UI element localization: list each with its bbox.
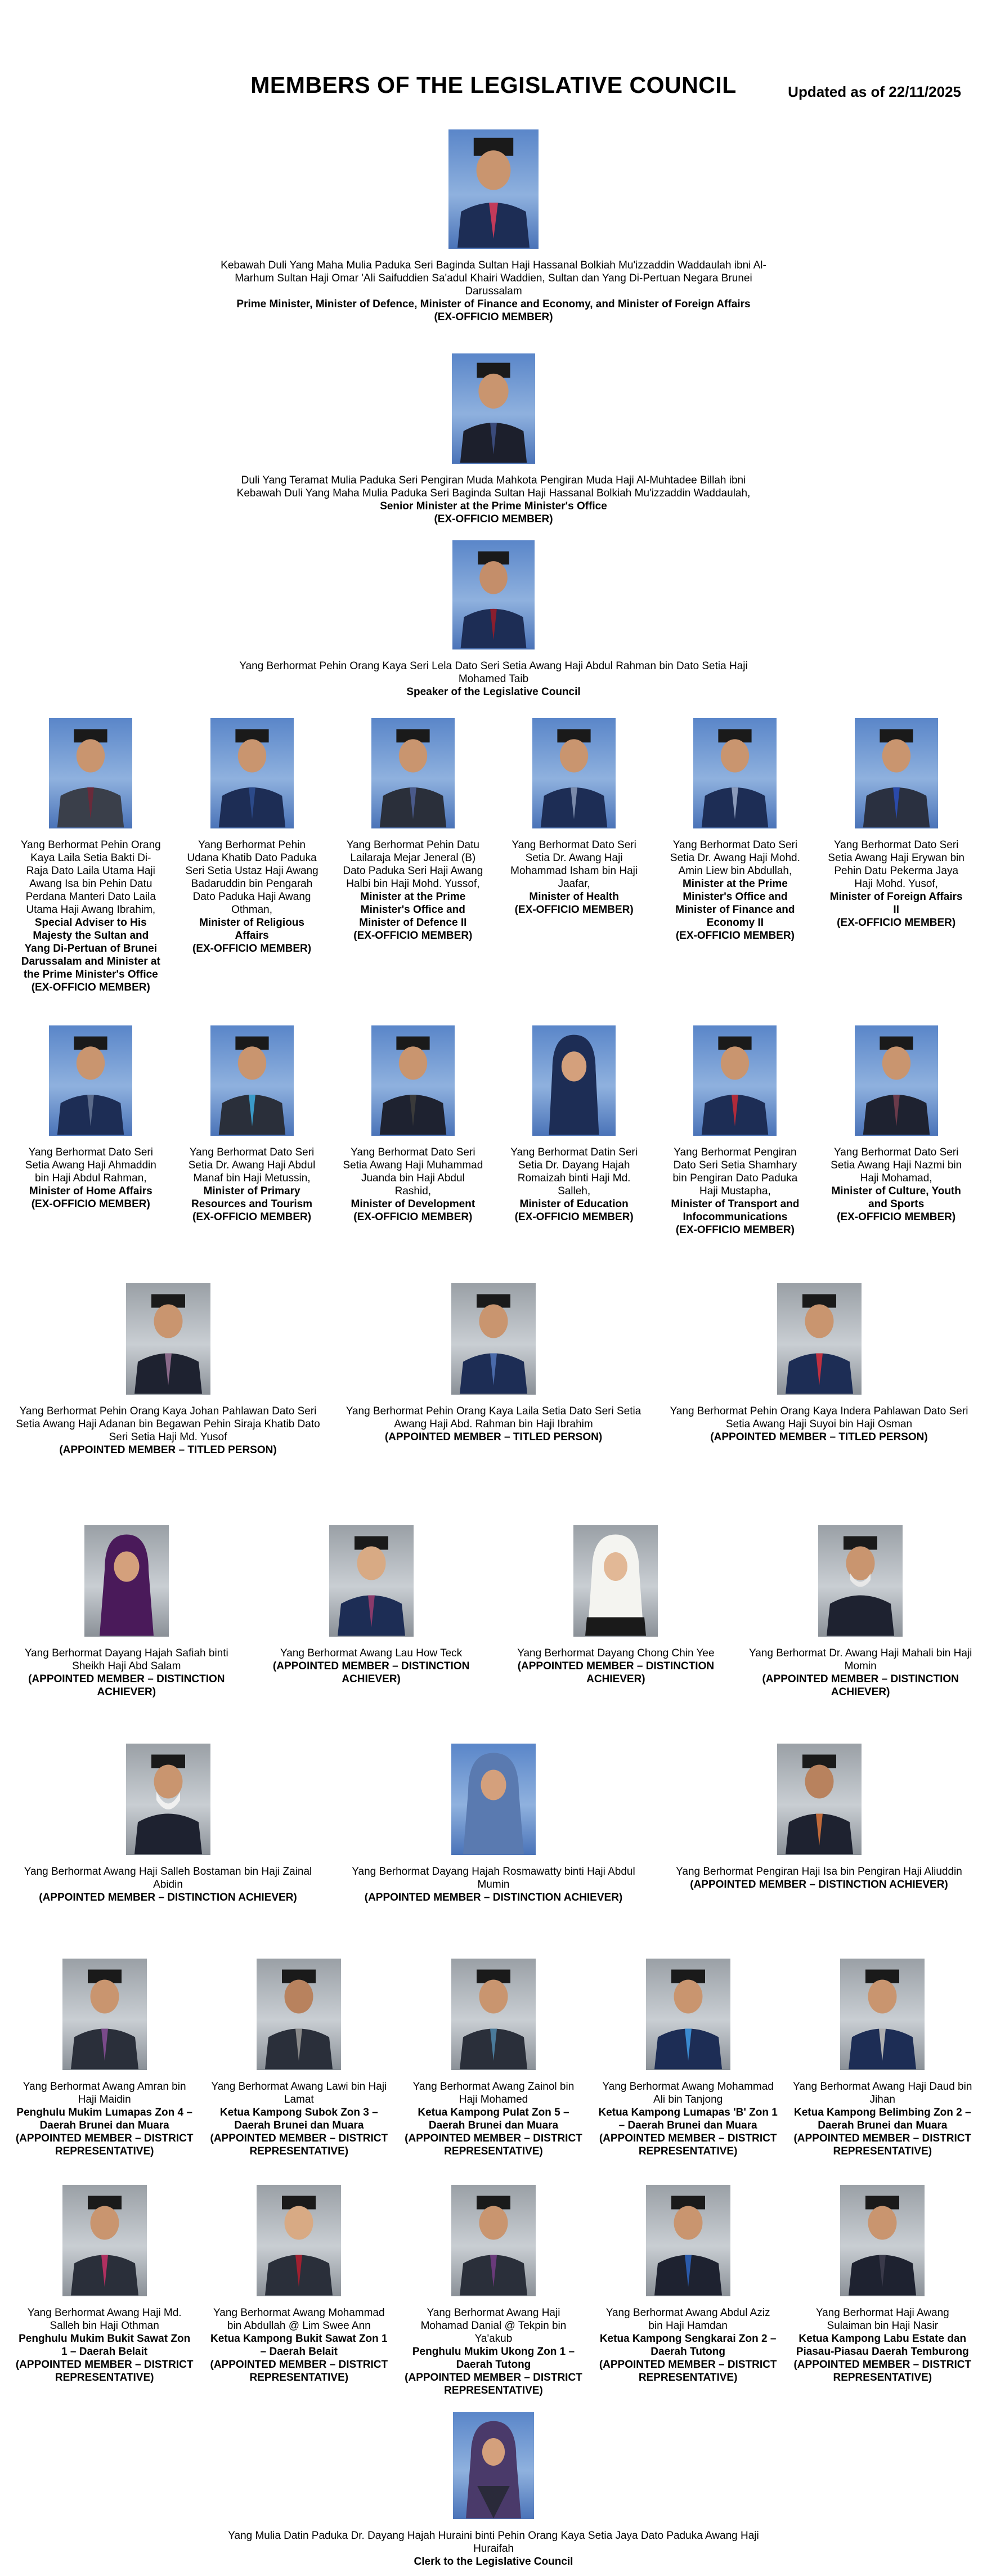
member-name: Yang Berhormat Dato Seri Setia Awang Haji Muhammad Juanda bin Haji Abdul Rashid, (343, 1146, 483, 1197)
member-card (497, 1525, 734, 1686)
member-name: Yang Berhormat Pehin Orang Kaya Indera Pahlawan Dato Seri Setia Awang Haji Suyoi bin Haji Osman (670, 1405, 968, 1430)
member-role: Special Adviser to His Majesty the Sultan and Yang Di-Pertuan of Brunei Darussalam and Minister at the Prime Minister's Office (21, 917, 160, 980)
member-photo (777, 1283, 862, 1395)
member-status: (EX-OFFICIO MEMBER) (31, 1198, 150, 1210)
member-status: (EX-OFFICIO MEMBER) (353, 930, 473, 942)
member-status: (EX-OFFICIO MEMBER) (192, 943, 312, 955)
district-row-1 (0, 1959, 987, 2158)
member-photo (371, 718, 455, 828)
member-name: Yang Berhormat Dato Seri Setia Awang Haji Nazmi bin Haji Mohamad, (831, 1146, 962, 1184)
member-photo (777, 1744, 862, 1855)
member-photo (818, 1525, 903, 1637)
member-name: Yang Berhormat Pehin Orang Kaya Seri Lela Dato Seri Setia Awang Haji Abdul Rahman bin Dato Setia Haji Mohamed Taib (239, 660, 748, 685)
member-name: Yang Berhormat Awang Haji Md. Salleh bin Haji Othman (27, 2307, 182, 2332)
member-photo (49, 718, 132, 828)
member-status: (APPOINTED MEMBER – DISTINCTION ACHIEVER) (517, 1660, 715, 1685)
member-role: Prime Minister, Minister of Defence, Minister of Finance and Economy, and Minister of Foreign Affairs (236, 298, 751, 310)
member-name: Yang Berhormat Awang Zainol bin Haji Mohamed (412, 2081, 575, 2105)
member-role: Minister of Primary Resources and Tourism (191, 1185, 313, 1210)
member-name: Yang Berhormat Awang Amran bin Haji Maidin (23, 2081, 186, 2105)
member-role: Clerk to the Legislative Council (414, 2556, 573, 2568)
member-photo (62, 1959, 147, 2070)
member-photo (451, 1283, 536, 1395)
member-name: Yang Berhormat Dayang Hajah Safiah binti Sheikh Haji Abd Salam (24, 1647, 228, 1672)
member-card (20, 718, 161, 994)
member-photo (210, 1025, 294, 1136)
member-card (403, 2185, 584, 2397)
member-name: Duli Yang Teramat Mulia Paduka Seri Pengiran Muda Mahkota Pengiran Muda Haji Al-Muhtadee Billah ibni Kebawah Duli Yang Maha Mulia Paduka Seri Baginda Sultan Haji Hassanal Bolkiah Mu'izzaddin Waddaulah, (236, 474, 751, 499)
member-photo (532, 718, 616, 828)
member-status: (APPOINTED MEMBER – DISTRICT REPRESENTATIVE) (210, 2359, 388, 2384)
member-role: Minister of Religious Affairs (199, 917, 304, 942)
member-photo (84, 1525, 169, 1637)
member-name: Yang Berhormat Awang Haji Mohamad Danial @ Tekpin bin Ya'akub (420, 2307, 567, 2345)
member-name: Yang Berhormat Awang Haji Salleh Bostaman bin Haji Zainal Abidin (24, 1866, 312, 1890)
member-card (504, 718, 644, 916)
member-card (0, 2412, 987, 2568)
member-card (336, 1744, 651, 1904)
member-status: (APPOINTED MEMBER – DISTINCTION ACHIEVER) (364, 1892, 623, 1903)
member-name: Yang Berhormat Pengiran Haji Isa bin Pengiran Haji Aliuddin (676, 1866, 962, 1878)
member-status: (EX-OFFICIO MEMBER) (31, 982, 150, 993)
member-role: Ketua Kampong Lumapas 'B' Zon 1 – Daerah Brunei dan Muara (598, 2107, 778, 2131)
member-status: (APPOINTED MEMBER – DISTINCTION ACHIEVER) (39, 1892, 297, 1903)
member-card (209, 2185, 389, 2384)
member-status: (EX-OFFICIO MEMBER) (514, 904, 634, 916)
member-status: (APPOINTED MEMBER – DISTINCTION ACHIEVER) (28, 1673, 225, 1698)
member-name: Yang Berhormat Pehin Udana Khatib Dato Paduka Seri Setia Ustaz Haji Awang Badaruddin bin Pengarah Dato Paduka Haji Awang Othman, (185, 839, 318, 916)
member-status: (APPOINTED MEMBER – TITLED PERSON) (710, 1431, 928, 1443)
member-photo (573, 1525, 658, 1637)
member-status: (APPOINTED MEMBER – DISTINCTION ACHIEVER) (690, 1879, 948, 1890)
member-status: (EX-OFFICIO MEMBER) (837, 917, 956, 929)
member-photo (840, 2185, 925, 2296)
member-status: (EX-OFFICIO MEMBER) (675, 930, 795, 942)
member-status: (APPOINTED MEMBER – DISTRICT REPRESENTATIVE) (599, 2133, 777, 2157)
member-role: Ketua Kampong Subok Zon 3 – Daerah Brunei dan Muara (219, 2107, 378, 2131)
member-name: Yang Berhormat Haji Awang Sulaiman bin Haji Nasir (815, 2307, 949, 2332)
member-name: Yang Berhormat Awang Haji Daud bin Jihan (793, 2081, 972, 2105)
member-role: Minister of Foreign Affairs II (829, 891, 963, 916)
member-role: Minister of Culture, Youth and Sports (831, 1185, 961, 1210)
member-status: (APPOINTED MEMBER – DISTINCTION ACHIEVER) (762, 1673, 959, 1698)
member-role: Senior Minister at the Prime Minister's Office (380, 500, 607, 512)
member-photo (126, 1283, 210, 1395)
member-card (826, 718, 967, 929)
member-role: Ketua Kampong Pulat Zon 5 – Daerah Brunei dan Muara (418, 2107, 569, 2131)
member-photo (693, 718, 777, 828)
member-name: Yang Berhormat Awang Mohammad Ali bin Tanjong (602, 2081, 774, 2105)
member-photo (453, 2412, 534, 2519)
member-role: Ketua Kampong Labu Estate dan Piasau-Piasau Daerah Temburong (796, 2333, 969, 2358)
member-name: Yang Berhormat Awang Abdul Aziz bin Haji Hamdan (605, 2307, 770, 2332)
member-name: Yang Berhormat Datin Seri Setia Dr. Dayang Hajah Romaizah binti Haji Md. Salleh, (510, 1146, 638, 1197)
member-photo (451, 1744, 536, 1855)
member-photo (448, 129, 539, 249)
member-photo (371, 1025, 455, 1136)
member-status: (EX-OFFICIO MEMBER) (434, 311, 553, 323)
member-card (20, 1025, 161, 1211)
member-name: Yang Berhormat Dayang Chong Chin Yee (517, 1647, 715, 1659)
member-role: Penghulu Mukim Bukit Sawat Zon 1 – Daerah Belait (19, 2333, 191, 2358)
member-status: (APPOINTED MEMBER – DISTRICT REPRESENTATIVE) (405, 2133, 582, 2157)
member-role: Ketua Kampong Bukit Sawat Zon 1 – Daerah Belait (210, 2333, 388, 2358)
member-photo (257, 2185, 341, 2296)
member-role: Minister of Transport and Infocommunications (671, 1198, 800, 1223)
member-name: Yang Berhormat Dato Seri Setia Awang Haji Erywan bin Pehin Datu Pekerma Jaya Haji Mohd. Yusof, (828, 839, 964, 890)
member-photo (693, 1025, 777, 1136)
member-card (792, 1959, 972, 2158)
member-photo (452, 353, 535, 464)
member-card (662, 1744, 977, 1891)
member-photo (646, 2185, 730, 2296)
member-name: Yang Berhormat Pehin Datu Lailaraja Mejar Jeneral (B) Dato Paduka Seri Haji Awang Halbi bin Haji Mohd. Yussof, (343, 839, 483, 890)
member-photo (257, 1959, 341, 2070)
member-photo (451, 1959, 536, 2070)
member-card (15, 2185, 195, 2384)
distinction-row-1 (0, 1525, 987, 1699)
member-name: Yang Berhormat Dato Seri Setia Awang Haji Ahmaddin bin Haji Abdul Rahman, (25, 1146, 156, 1184)
member-status: (APPOINTED MEMBER – DISTINCTION ACHIEVER) (272, 1660, 470, 1685)
ex-officio-row-1 (0, 718, 987, 994)
member-photo (855, 718, 938, 828)
member-name: Yang Berhormat Dayang Hajah Rosmawatty binti Haji Abdul Mumin (352, 1866, 635, 1890)
member-status: (EX-OFFICIO MEMBER) (353, 1211, 473, 1223)
page-title: MEMBERS OF THE LEGISLATIVE COUNCIL (250, 72, 737, 98)
member-role: Penghulu Mukim Ukong Zon 1 – Daerah Tutong (412, 2346, 575, 2371)
member-role: Minister at the Prime Minister's Office and Minister of Finance and Economy II (675, 878, 795, 929)
member-status: (APPOINTED MEMBER – TITLED PERSON) (59, 1444, 277, 1456)
member-role: Ketua Kampong Sengkarai Zon 2 – Daerah Tutong (599, 2333, 777, 2358)
member-card (403, 1959, 584, 2158)
titled-person-row (0, 1283, 987, 1457)
member-card (209, 1959, 389, 2158)
member-status: (APPOINTED MEMBER – DISTRICT REPRESENTATIVE) (599, 2359, 777, 2384)
member-card (15, 1959, 195, 2158)
member-card (11, 1283, 326, 1457)
member-name: Yang Berhormat Awang Mohammad bin Abdullah @ Lim Swee Ann (213, 2307, 385, 2332)
member-status: (APPOINTED MEMBER – TITLED PERSON) (384, 1431, 603, 1443)
member-status: (APPOINTED MEMBER – DISTRICT REPRESENTATIVE) (793, 2133, 972, 2157)
member-card (598, 2185, 778, 2384)
member-role: Speaker of the Legislative Council (406, 686, 581, 698)
member-photo (126, 1744, 210, 1855)
member-photo (62, 2185, 147, 2296)
member-card (343, 1025, 483, 1224)
member-role: Minister of Home Affairs (29, 1185, 152, 1197)
member-role: Minister of Health (529, 891, 619, 903)
distinction-row-2 (0, 1744, 987, 1904)
member-card (182, 1025, 322, 1224)
member-role: Penghulu Mukim Lumapas Zon 4 – Daerah Brunei dan Muara (16, 2107, 192, 2131)
member-card (504, 1025, 644, 1224)
member-name: Yang Berhormat Dr. Awang Haji Mahali bin Haji Momin (748, 1647, 972, 1672)
member-photo (840, 1959, 925, 2070)
member-card (0, 129, 987, 324)
member-card (253, 1525, 490, 1686)
member-card (8, 1525, 245, 1699)
member-card (826, 1025, 967, 1224)
member-card (182, 718, 322, 955)
member-card (662, 1283, 977, 1444)
member-card (665, 718, 805, 942)
member-name: Yang Berhormat Awang Lawi bin Haji Lamat (211, 2081, 387, 2105)
member-role: Minister at the Prime Minister's Office and Minister of Defence II (359, 891, 467, 929)
member-name: Yang Berhormat Pengiran Dato Seri Setia Shamhary bin Pengiran Dato Paduka Haji Mustapha, (672, 1146, 798, 1197)
member-name: Yang Berhormat Pehin Orang Kaya Laila Setia Bakti Di-Raja Dato Laila Utama Haji Awang Isa bin Pehin Datu Perdana Manteri Dato Laila Utama Haji Awang Ibrahim, (20, 839, 161, 916)
member-photo (532, 1025, 616, 1136)
member-photo (49, 1025, 132, 1136)
member-card (792, 2185, 972, 2384)
member-status: (APPOINTED MEMBER – DISTRICT REPRESENTATIVE) (405, 2372, 582, 2396)
member-card (11, 1744, 326, 1904)
member-name: Yang Berhormat Awang Lau How Teck (280, 1647, 463, 1659)
member-name: Yang Berhormat Dato Seri Setia Dr. Awang Haji Abdul Manaf bin Haji Metussin, (188, 1146, 316, 1184)
member-name: Yang Berhormat Dato Seri Setia Dr. Awang Haji Mohd. Amin Liew bin Abdullah, (670, 839, 800, 877)
member-photo (451, 2185, 536, 2296)
member-status: (APPOINTED MEMBER – DISTRICT REPRESENTATIVE) (210, 2133, 388, 2157)
member-role: Minister of Education (519, 1198, 629, 1210)
member-name: Yang Berhormat Pehin Orang Kaya Laila Setia Dato Seri Setia Awang Haji Abd. Rahman bin Haji Ibrahim (346, 1405, 641, 1430)
member-card (0, 540, 987, 698)
member-name: Yang Mulia Datin Paduka Dr. Dayang Hajah Huraini binti Pehin Orang Kaya Setia Jaya Dato Paduka Awang Haji Huraifah (228, 2530, 759, 2555)
member-card (336, 1283, 651, 1444)
member-status: (EX-OFFICIO MEMBER) (192, 1211, 312, 1223)
member-name: Yang Berhormat Dato Seri Setia Dr. Awang Haji Mohammad Isham bin Haji Jaafar, (510, 839, 638, 890)
member-name: Yang Berhormat Pehin Orang Kaya Johan Pahlawan Dato Seri Setia Awang Haji Adanan bin Begawan Pehin Siraja Khatib Dato Seri Setia Haji Md. Yusof (16, 1405, 320, 1443)
member-card (598, 1959, 778, 2158)
member-status: (EX-OFFICIO MEMBER) (675, 1224, 795, 1236)
member-role: Ketua Kampong Belimbing Zon 2 – Daerah Brunei dan Muara (793, 2107, 971, 2131)
member-photo (452, 540, 535, 649)
member-photo (646, 1959, 730, 2070)
member-status: (APPOINTED MEMBER – DISTRICT REPRESENTATIVE) (793, 2359, 972, 2384)
member-role: Minister of Development (351, 1198, 475, 1210)
district-row-2 (0, 2185, 987, 2397)
member-photo (210, 718, 294, 828)
member-status: (APPOINTED MEMBER – DISTRICT REPRESENTATIVE) (15, 2359, 194, 2384)
member-card (343, 718, 483, 942)
member-card (0, 353, 987, 526)
member-status: (APPOINTED MEMBER – DISTRICT REPRESENTATIVE) (15, 2133, 194, 2157)
member-photo (329, 1525, 414, 1637)
member-status: (EX-OFFICIO MEMBER) (837, 1211, 956, 1223)
member-card (665, 1025, 805, 1237)
member-status: (EX-OFFICIO MEMBER) (434, 513, 553, 525)
member-status: (EX-OFFICIO MEMBER) (514, 1211, 634, 1223)
member-card (742, 1525, 979, 1699)
member-photo (855, 1025, 938, 1136)
updated-date: Updated as of 22/11/2025 (788, 83, 961, 100)
member-name: Kebawah Duli Yang Maha Mulia Paduka Seri Baginda Sultan Haji Hassanal Bolkiah Mu'izzaddin Waddaulah ibni Al-Marhum Sultan Haji Omar 'Ali Saifuddien Sa'adul Khairi Waddien, Sultan dan Yang Di-Pertuan Negara Brunei Darussalam (221, 259, 766, 297)
ex-officio-row-2 (0, 1025, 987, 1237)
